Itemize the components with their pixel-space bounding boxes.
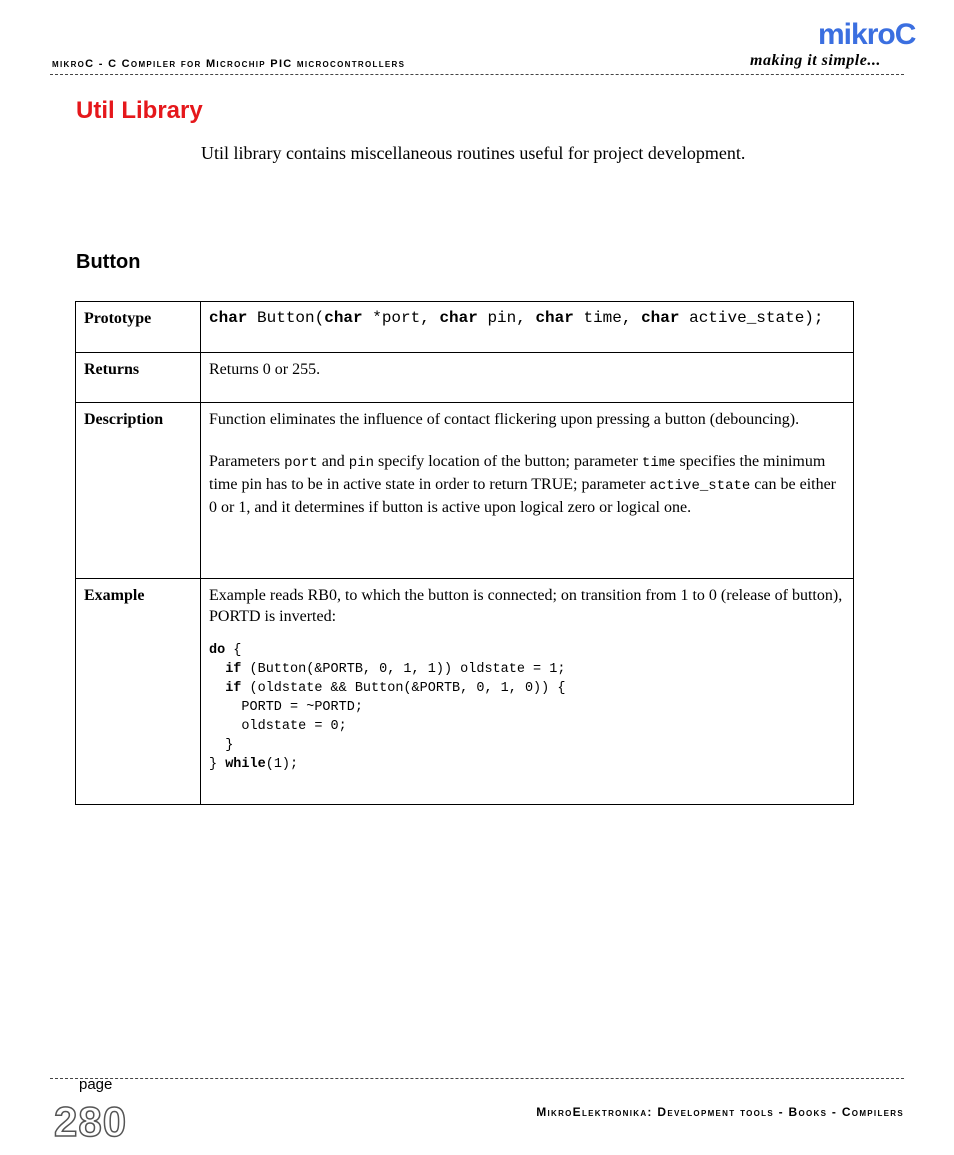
example-label: Example [76,579,201,805]
mikroc-logo: mikroC [818,18,916,51]
routine-reference-table [75,301,854,805]
code-text: *port, [362,309,440,327]
code-line: (oldstate && Button(&PORTB, 0, 1, 0)) { [241,681,566,696]
code-line: PORTD = ~PORTD; [241,700,363,715]
param-port: port [284,455,318,471]
returns-label: Returns [76,353,201,403]
code-line: (1); [265,757,299,772]
description-parameters [209,451,845,518]
keyword: char [439,309,478,327]
text: can be either 0 or 1, and it determines if button is active upon logical zero or logical one. [209,476,837,516]
table-row [76,403,854,579]
keyword: char [535,309,574,327]
example-value [201,579,854,805]
page-label: page [79,1076,113,1093]
param-time: time [641,455,676,471]
keyword: char [209,309,248,327]
keyword: do [209,643,226,658]
header-title: mikroC - C Compiler for Microchip PIC microcontrollers [52,58,406,70]
text: specifies the minimum time pin has to be in active state in order to return TRUE; parameter [209,453,826,493]
description-label: Description [76,403,201,579]
code-line: } [209,757,226,772]
routine-title: Button [76,251,141,273]
code-text: active_state); [679,309,824,327]
code-line: } [225,738,234,753]
code-line: oldstate = 0; [241,719,347,734]
footer-divider [50,1078,904,1079]
text: specify location of the button; parameter [374,453,642,470]
keyword: while [225,757,266,772]
description-paragraph: Function eliminates the influence of contact flickering upon pressing a button (debouncing). [209,411,800,428]
code-text: pin, [477,309,536,327]
table-row [76,302,854,353]
page-number: 280 [54,1098,128,1145]
keyword: char [324,309,363,327]
tagline: making it simple... [750,52,881,69]
code-line: (Button(&PORTB, 0, 1, 1)) oldstate = 1; [241,662,566,677]
section-title: Util Library [76,97,203,124]
table-row [76,353,854,403]
section-intro: Util library contains miscellaneous routines useful for project development. [201,143,746,163]
keyword: if [225,662,242,677]
keyword: char [641,309,680,327]
code-text: time, [573,309,642,327]
prototype-value [201,302,854,353]
header-divider [50,74,904,75]
returns-value: Returns 0 or 255. [201,353,854,403]
description-value [201,403,854,579]
example-intro: Example reads RB0, to which the button is connected; on transition from 1 to 0 (release of button), PORTD is inverted: [209,587,843,625]
code-text: Button( [247,309,325,327]
text: Parameters [209,453,285,470]
param-pin: pin [348,455,375,471]
code-block [209,641,845,774]
code-line: { [225,643,242,658]
keyword: if [225,681,242,696]
footer-publisher: MikroElektronika: Development tools - Books - Compilers [536,1105,904,1119]
text: and [317,453,349,470]
table-row [76,579,854,805]
param-active-state: active_state [649,478,751,494]
prototype-label: Prototype [76,302,201,353]
